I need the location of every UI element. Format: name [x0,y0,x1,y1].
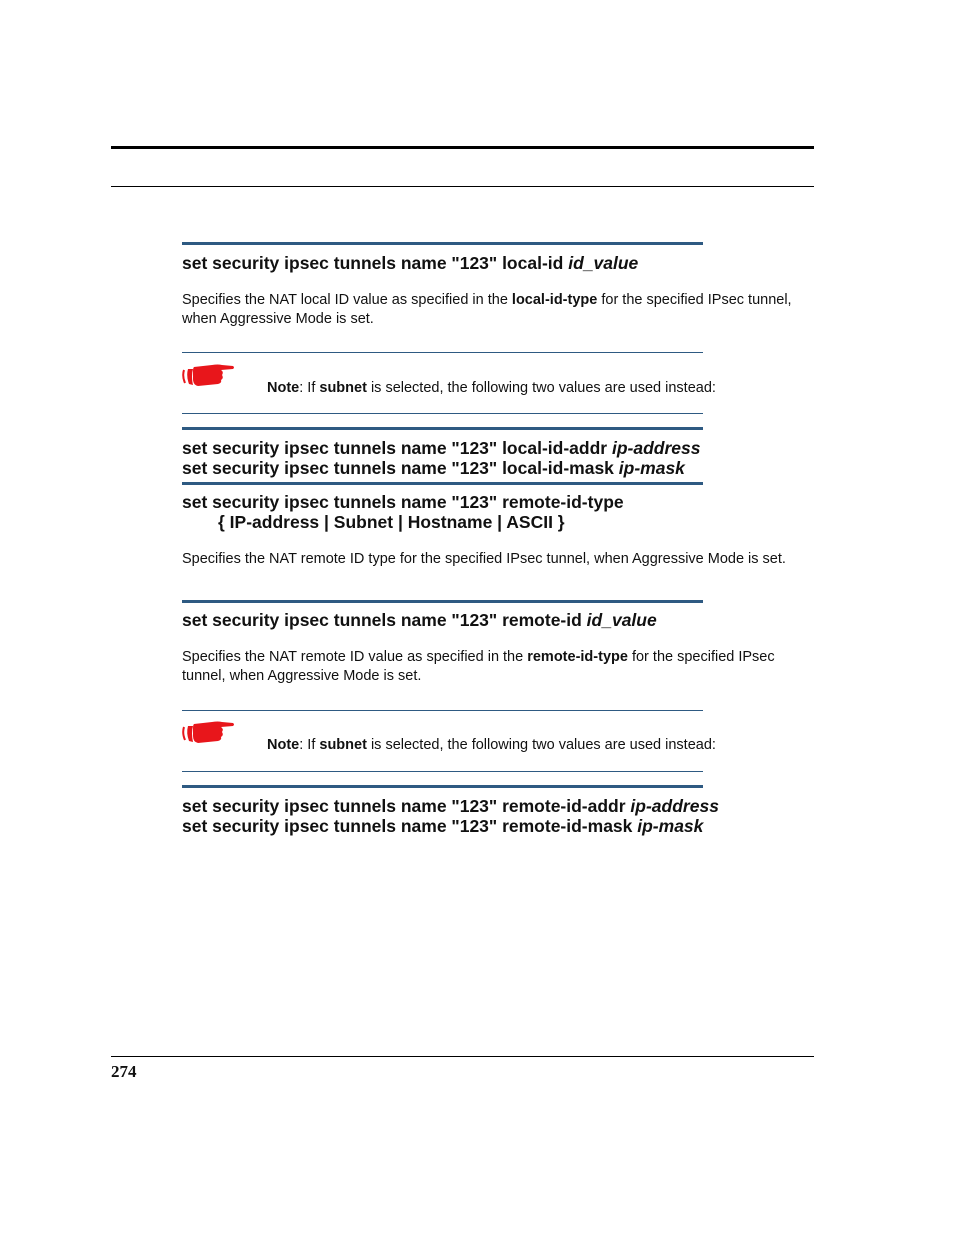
section-rule [182,600,703,603]
description-local-id: Specifies the NAT local ID value as specified in the local-id-type for the specified IPsec tunnel, when Aggressive Mode is set. [182,292,792,327]
command-heading-remote-id-addr-mask: set security ipsec tunnels name "123" remote-id-addr ip-address set security ipsec tunnels name "123" remote-id-mask ip-mask [182,796,719,836]
page-number: 274 [111,1062,137,1081]
note-rule-bottom [182,771,703,772]
section-rule [182,785,703,788]
description-remote-id: Specifies the NAT remote ID value as specified in the remote-id-type for the specified IPsec tunnel, when Aggressive Mode is set. [182,649,775,684]
command-heading-remote-id-type: set security ipsec tunnels name "123" remote-id-type { IP-address | Subnet | Hostname | ASCII } [182,492,624,532]
section-rule [182,482,703,485]
pointing-hand-icon [182,719,236,747]
command-heading-local-id-addr-mask: set security ipsec tunnels name "123" local-id-addr ip-address set security ipsec tunnels name "123" local-id-mask ip-mask [182,438,701,478]
note-text: Note: If subnet is selected, the following two values are used instead: [267,737,716,753]
footer-rule [111,1056,814,1057]
command-heading-local-id: set security ipsec tunnels name "123" local-id id_value [182,253,639,273]
note-text: Note: If subnet is selected, the following two values are used instead: [267,380,716,396]
note-rule-top [182,710,703,711]
header-rule-thin [111,186,814,187]
command-heading-remote-id: set security ipsec tunnels name "123" remote-id id_value [182,610,657,630]
pointing-hand-icon [182,362,236,390]
description-remote-id-type: Specifies the NAT remote ID type for the specified IPsec tunnel, when Aggressive Mode is set. [182,551,786,567]
section-rule [182,242,703,245]
note-rule-top [182,352,703,353]
note-rule-bottom [182,413,703,414]
header-rule-thick [111,146,814,149]
section-rule [182,427,703,430]
command-argument: id_value [586,610,657,630]
command-argument: id_value [568,253,639,273]
